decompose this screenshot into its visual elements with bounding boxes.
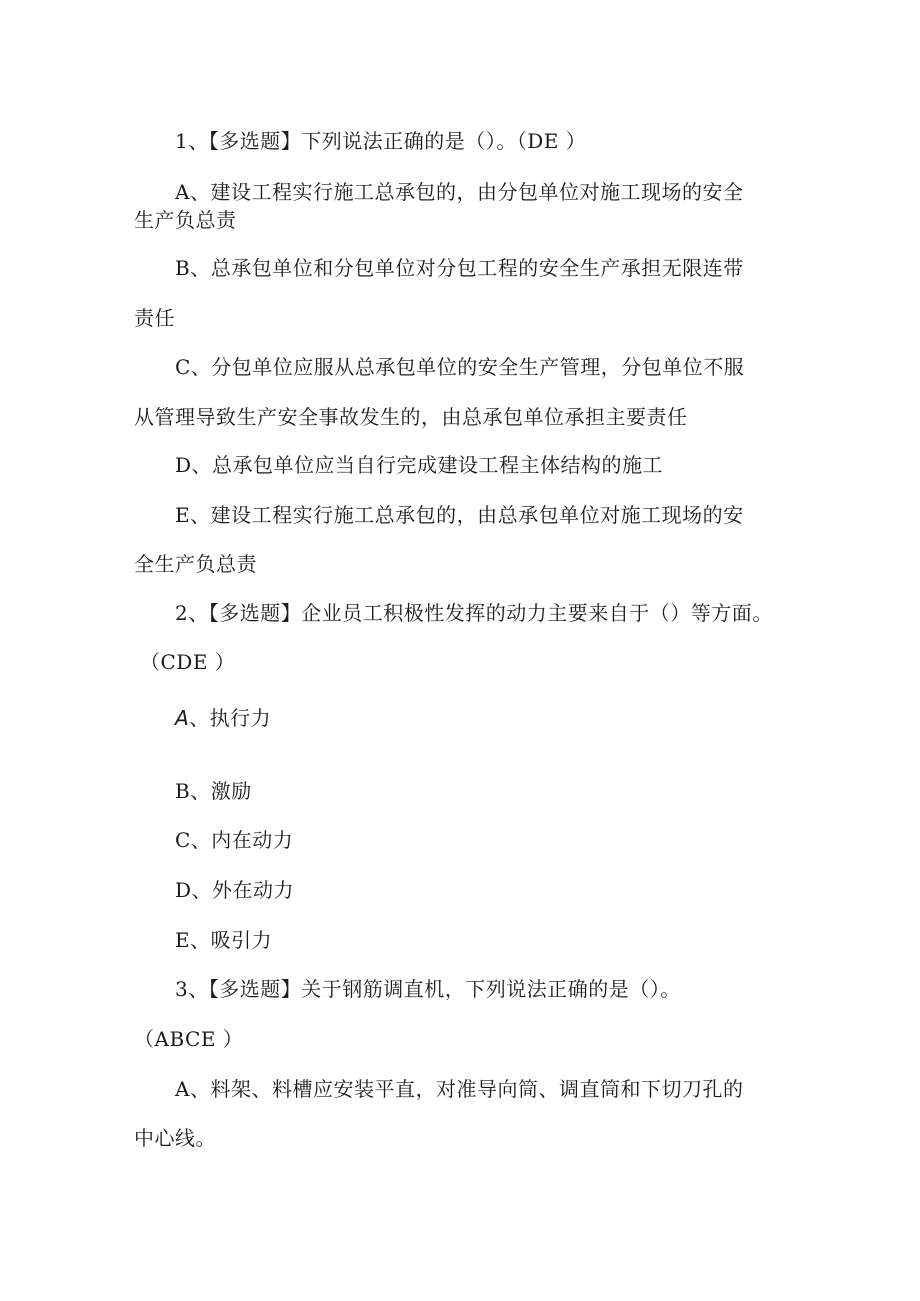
question-1-option-b-line1: B、总承包单位和分包单位对分包工程的安全生产承担无限连带	[175, 256, 744, 280]
question-1-option-d: D、总承包单位应当自行完成建设工程主体结构的施工	[175, 453, 664, 477]
question-2-option-b: B、激励	[175, 779, 252, 803]
question-3-stem: 3、【多选题】关于钢筋调直机，下列说法正确的是（）。	[175, 977, 681, 1001]
question-2-option-a-letter: A	[175, 706, 190, 730]
question-2-option-c: C、内在动力	[175, 828, 294, 852]
question-3-answer: （ABCE ）	[134, 1027, 244, 1051]
question-2-stem: 2、【多选题】企业员工积极性发挥的动力主要来自于（）等方面。	[175, 601, 773, 625]
question-3-option-a-line1: A、料架、料槽应安装平直，对准导向筒、调直筒和下切刀孔的	[175, 1077, 744, 1101]
question-1-option-e-line1: E、建设工程实行施工总承包的，由总承包单位对施工现场的安	[175, 503, 744, 527]
question-2-answer: （CDE ）	[140, 650, 236, 674]
question-2-option-a-text: 、执行力	[189, 706, 272, 730]
question-2-option-d: D、外在动力	[175, 878, 295, 902]
question-1-option-c-line1: C、分包单位应服从总承包单位的安全生产管理，分包单位不服	[175, 355, 745, 379]
question-2-option-a	[175, 706, 271, 730]
question-1-option-b-line2: 责任	[134, 306, 175, 330]
question-1-option-c-line2: 从管理导致生产安全事故发生的，由总承包单位承担主要责任	[134, 405, 688, 429]
question-1-option-e-line2: 全生产负总责	[134, 552, 257, 576]
question-1-option-a-line2: 生产负总责	[134, 208, 237, 232]
question-1-stem: 1、【多选题】下列说法正确的是（）。（DE ）	[175, 129, 587, 153]
question-2-option-e: E、吸引力	[175, 928, 273, 952]
question-1-option-a-line1: A、建设工程实行施工总承包的，由分包单位对施工现场的安全	[175, 180, 744, 204]
question-3-option-a-line2: 中心线。	[134, 1126, 216, 1150]
